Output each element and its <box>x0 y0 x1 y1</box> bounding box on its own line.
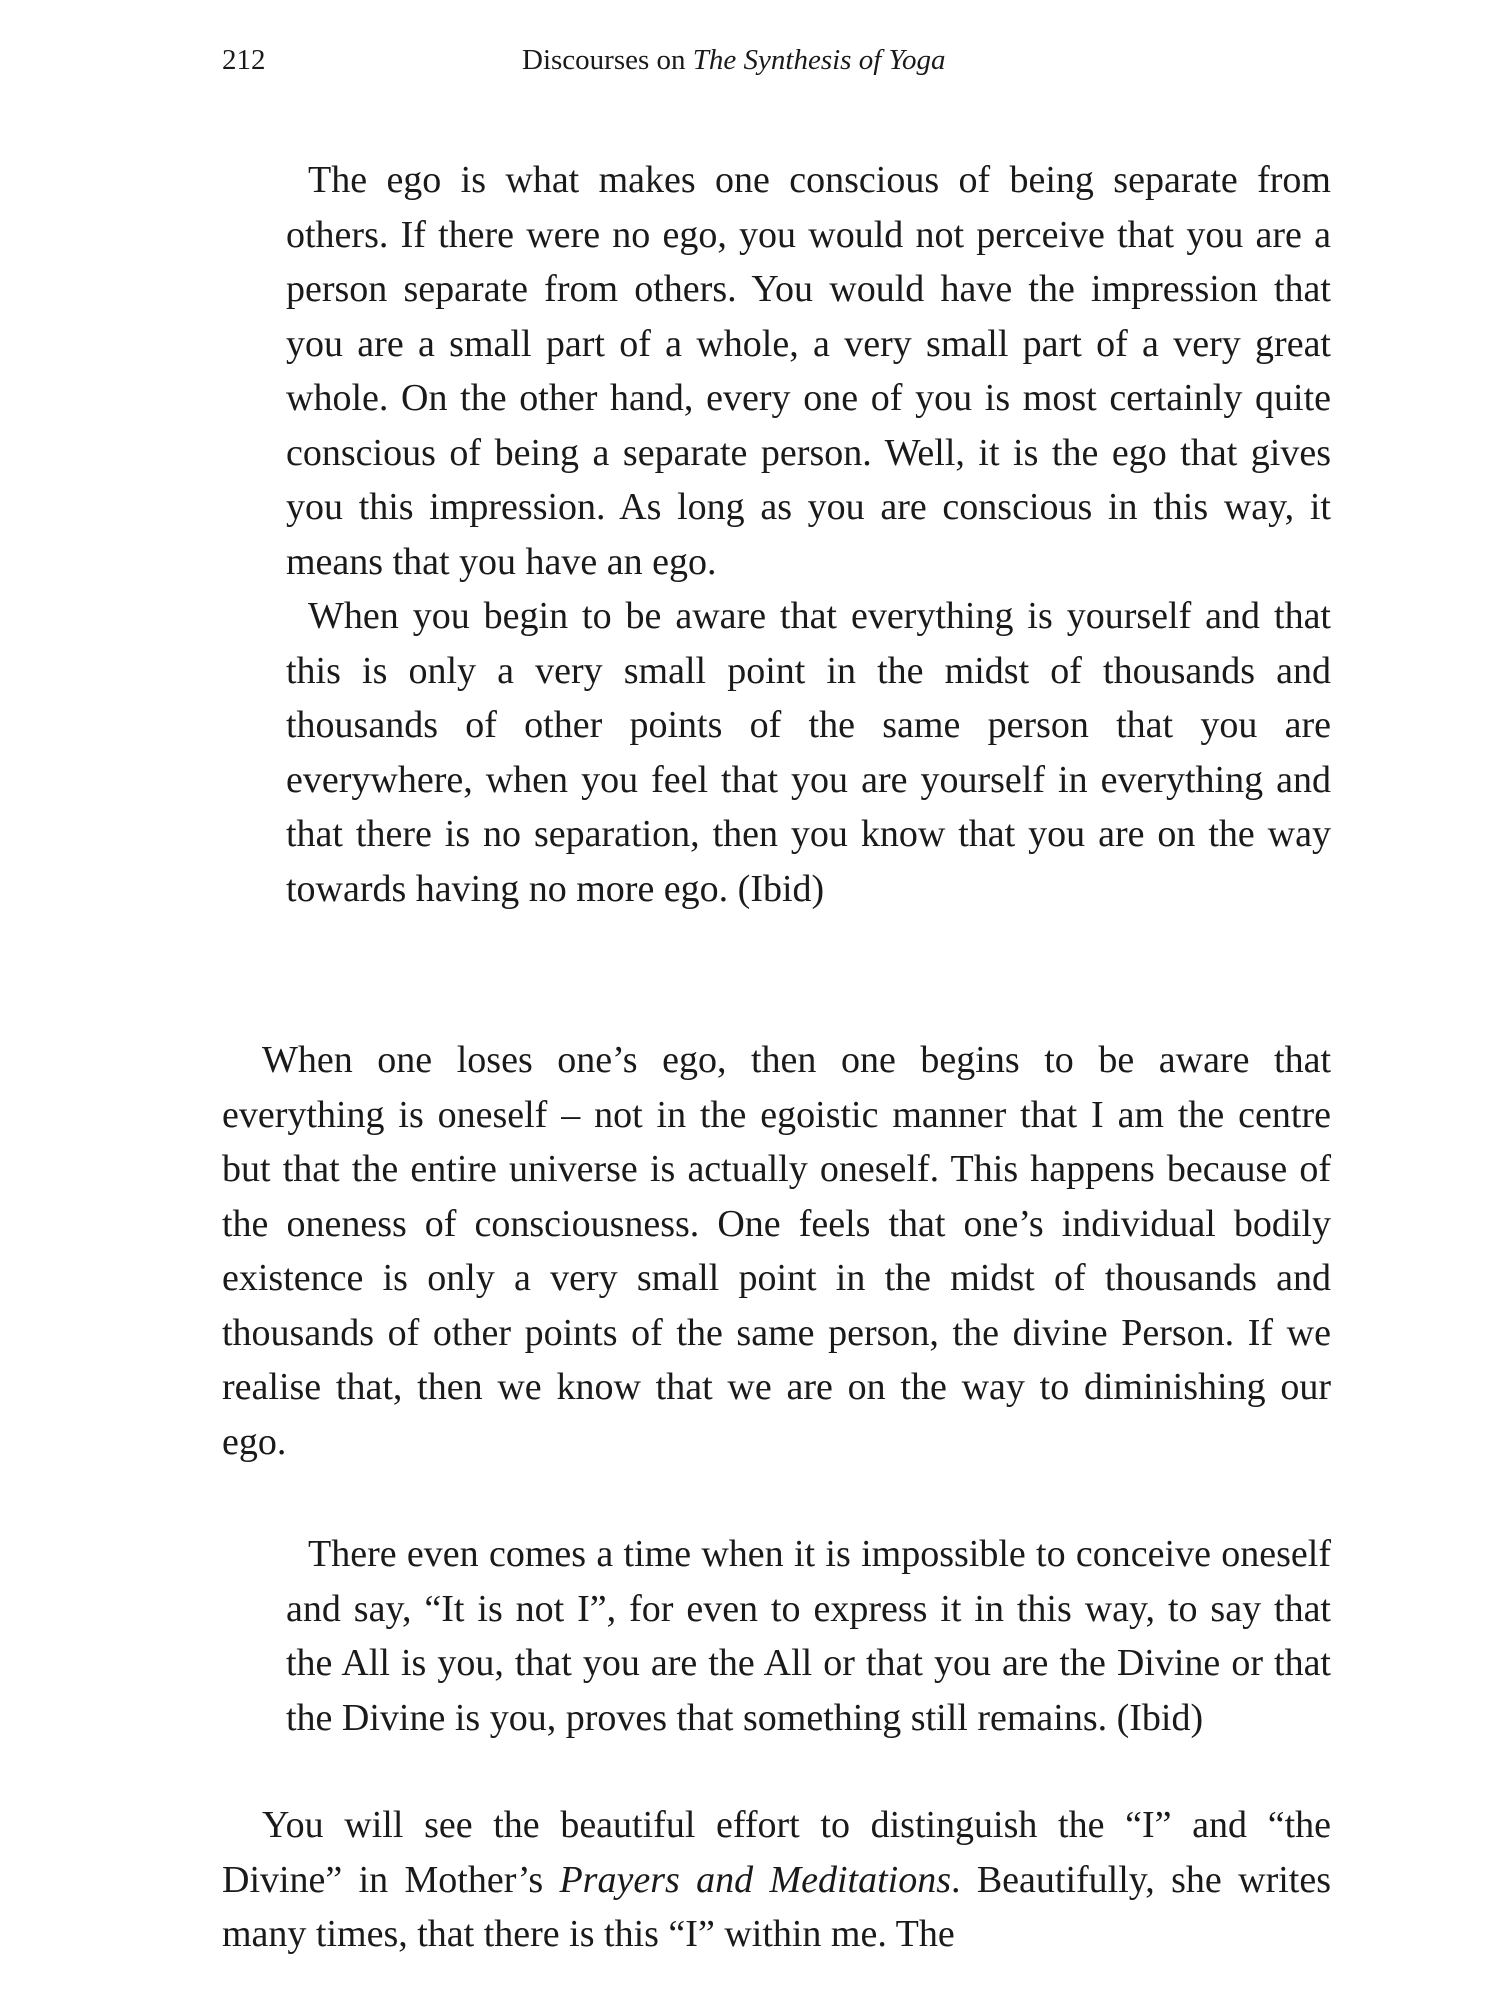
page-number: 212 <box>222 44 266 76</box>
body-paragraph-prayers <box>222 1798 1331 1962</box>
body-paragraph: When one loses one’s ego, then one begins to be aware that everything is oneself – not in the egoistic manner that I am the centre but that the entire universe is actually oneself. This happens because of the oneness of consciousness. One feels that one’s individual bodily existence is only a very small point in the midst of thousands and thousands of other points of the same person, the divine Person. If we realise that, then we know that we are on the way to diminishing our ego. <box>222 1039 1331 1463</box>
body-text-lead: You will see the beautiful effort to distinguish the “I” and “the Divine” in Mother’s <box>222 1804 1331 1901</box>
running-head <box>222 44 1300 84</box>
running-title-book: The Synthesis of Yoga <box>692 44 946 76</box>
body-text-tail: . Beautifully, she writes many times, that there is this “I” within me. The <box>222 1858 1331 1955</box>
quote-paragraph: When you begin to be aware that everything is yourself and that this is only a very small point in the midst of thousands and thousands of other points of the same person that you are everywhere, when you feel that you are yourself in everything and that there is no separation, then you know that you are on the way towards having no more ego. (Ibid) <box>286 595 1331 910</box>
block-quote-ego <box>286 153 1331 916</box>
body-paragraph-oneness <box>222 1033 1331 1469</box>
running-title-prefix: Discourses on <box>522 44 693 76</box>
body-paragraph <box>222 1798 1331 1962</box>
block-quote-not-i <box>286 1527 1331 1745</box>
running-title <box>522 44 945 77</box>
quote-paragraph: The ego is what makes one conscious of being separate from others. If there were no ego, you would not perceive that you are a person separate from others. You would have the impression that you are a small part of a whole, a very small part of a very great whole. On the other hand, every one of you is most certainly quite conscious of being a separate person. Well, it is the ego that gives you this impression. As long as you are conscious in this way, it means that you have an ego. <box>286 159 1331 583</box>
quote-paragraph: There even comes a time when it is impossible to conceive oneself and say, “It is not I”, for even to express it in this way, to say that the All is you, that you are the All or that you are the Divine or that the Divine is you, proves that something still remains. (Ibid) <box>286 1533 1331 1739</box>
book-title-italic: Prayers and Meditations <box>559 1858 951 1901</box>
